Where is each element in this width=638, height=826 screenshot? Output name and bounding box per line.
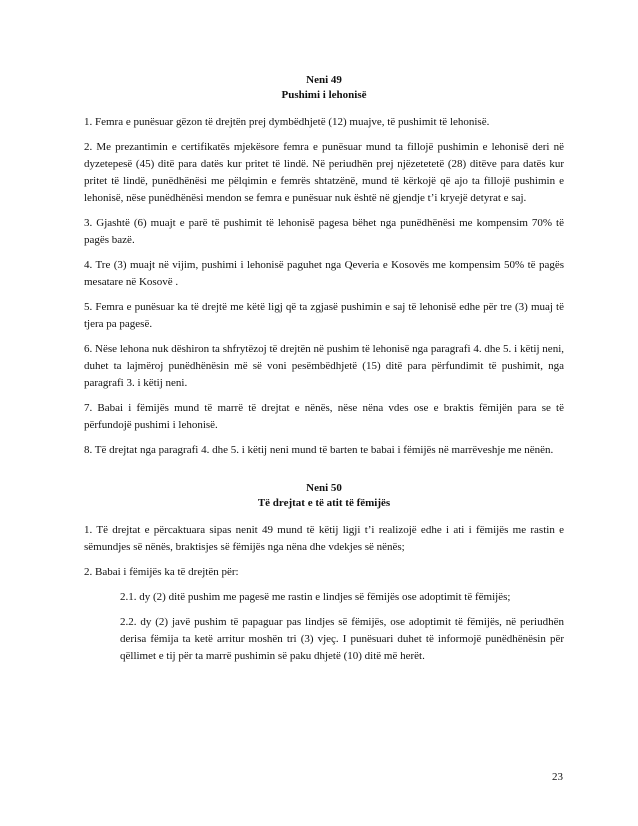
article-50-paragraph-1: 1. Të drejtat e përcaktuara sipas nenit 49 mund të këtij ligji t’i realizojë edhe i ati i fëmijës me rastin e sëmundjes së nënës, braktisjes së fëmijës nga nëna dhe vdekjes së nënës;	[84, 524, 564, 553]
article-50-number: Neni 50	[306, 482, 342, 494]
article-50-subitem-2-2: 2.2. dy (2) javë pushim të papaguar pas lindjes së fëmijës, ose adoptimit të fëmijës, në periudhën derisa fëmija ta ketë arritur moshën tri (3) vjeç. I punësuari duhet të informojë punëdhënësin për qëllimet e tij për ta marrë pushimin së paku dhjetë (10) ditë më herët.	[120, 616, 564, 662]
article-49-title: Pushimi i lehonisë	[281, 89, 367, 101]
article-49-paragraph-4: 4. Tre (3) muajt në vijim, pushimi i lehonisë paguhet nga Qeveria e Kosovës me kompensim 50% të pagës mesatare në Kosovë .	[84, 259, 564, 288]
article-49-paragraph-2: 2. Me prezantimin e certifikatës mjekësore femra e punësuar mund ta fillojë pushimin e lehonisë deri në dyzetepesë (45) ditë para datës kur pritet të lindë. Në periudhën prej njëzetetetë (28) ditëve para datës kur pritet të lindë, punëdhënësi me pëlqimin e femrës shtatzënë, mund të kërkojë që ajo ta fillojë pushimin e lehonisë, nëse punëdhënësi mendon se femra e punësuar nuk është në gjendje t’i kryejë detyrat e saj.	[84, 141, 564, 204]
article-49-paragraph-5: 5. Femra e punësuar ka të drejtë me këtë ligj që ta zgjasë pushimin e saj të lehonisë edhe për tre (3) muaj të tjera pa pagesë.	[84, 301, 564, 330]
article-50-title: Të drejtat e të atit të fëmijës	[257, 497, 391, 509]
article-50-subitem-2-1: 2.1. dy (2) ditë pushim me pagesë me rastin e lindjes së fëmijës ose adoptimit të fëmijës;	[120, 591, 511, 603]
page-number: 23	[552, 771, 563, 783]
article-49-paragraph-1: 1. Femra e punësuar gëzon të drejtën prej dymbëdhjetë (12) muajve, të pushimit të lehonisë.	[84, 116, 490, 128]
page-content	[84, 73, 564, 665]
article-49-paragraph-8: 8. Të drejtat nga paragrafi 4. dhe 5. i këtij neni mund të barten te babai i fëmijës në marrëveshje me nënën.	[84, 444, 554, 456]
article-50-paragraph-2: 2. Babai i fëmijës ka të drejtën për:	[84, 566, 239, 578]
article-49-paragraph-6: 6. Nëse lehona nuk dëshiron ta shfrytëzoj të drejtën në pushim të lehonisë nga paragrafi 4. dhe 5. i këtij neni, duhet ta lajmëroj punëdhënësin më së voni pesëmbëdhjetë (15) ditë para përfundimit të pushimit, nga paragrafi 3. i këtij neni.	[84, 343, 564, 389]
article-49-paragraph-3: 3. Gjashtë (6) muajt e parë të pushimit të lehonisë pagesa bëhet nga punëdhënësi me kompensim 70% të pagës bazë.	[84, 217, 564, 246]
article-49-number: Neni 49	[306, 74, 342, 86]
article-49-paragraph-7: 7. Babai i fëmijës mund të marrë të drejtat e nënës, nëse nëna vdes ose e braktis fëmijën para se të përfundojë pushimi i lehonisë.	[84, 402, 564, 431]
